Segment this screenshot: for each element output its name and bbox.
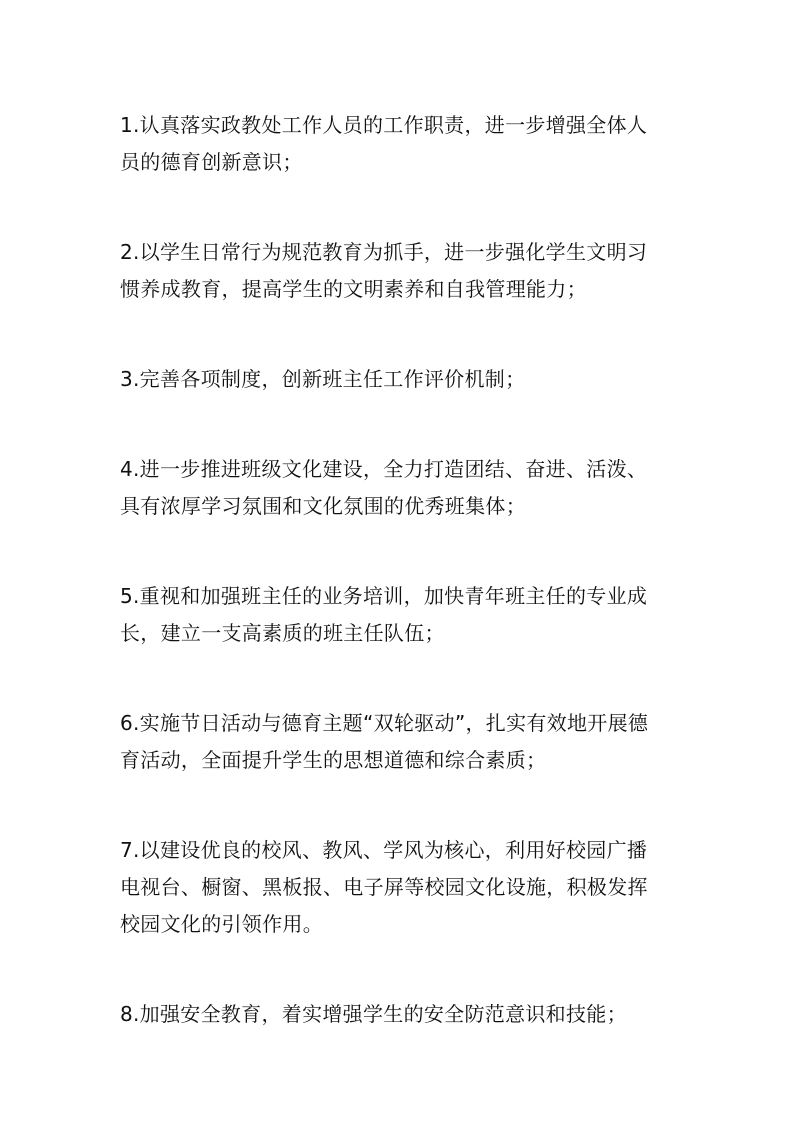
item-line: 7.以建设优良的校风、教风、学风为核心，利用好校园广播 xyxy=(120,838,648,862)
numbered-list xyxy=(120,107,680,1086)
item-line: 电视台、橱窗、黑板报、电子屏等校园文化设施，积极发挥 xyxy=(120,875,648,899)
item-line: 6.实施节日活动与德育主题“双轮驱动”，扎实有效地开展德 xyxy=(120,711,649,735)
list-item xyxy=(120,996,680,1033)
item-line: 校园文化的引领作用。 xyxy=(120,912,323,936)
item-line: 5.重视和加强班主任的业务培训，加快青年班主任的专业成 xyxy=(120,584,648,608)
item-line: 长，建立一支高素质的班主任队伍； xyxy=(120,621,445,645)
item-line: 3.完善各项制度，创新班主任工作评价机制； xyxy=(120,367,526,391)
item-line: 8.加强安全教育，着实增强学生的安全防范意识和技能； xyxy=(120,1002,627,1026)
item-line: 育活动，全面提升学生的思想道德和综合素质； xyxy=(120,748,547,772)
list-item xyxy=(120,107,680,181)
item-line: 2.以学生日常行为规范教育为抓手，进一步强化学生文明习 xyxy=(120,240,648,264)
list-item xyxy=(120,234,680,308)
item-line: 具有浓厚学习氛围和文化氛围的优秀班集体； xyxy=(120,494,526,518)
item-line: 1.认真落实政教处工作人员的工作职责，进一步增强全体人 xyxy=(120,113,648,137)
list-item xyxy=(120,451,680,525)
list-item xyxy=(120,361,680,398)
list-item xyxy=(120,705,680,779)
list-item xyxy=(120,578,680,652)
item-line: 惯养成教育，提高学生的文明素养和自我管理能力； xyxy=(120,277,587,301)
list-item xyxy=(120,832,680,943)
item-line: 4.进一步推进班级文化建设，全力打造团结、奋进、活泼、 xyxy=(120,457,648,481)
item-line: 员的德育创新意识； xyxy=(120,150,303,174)
